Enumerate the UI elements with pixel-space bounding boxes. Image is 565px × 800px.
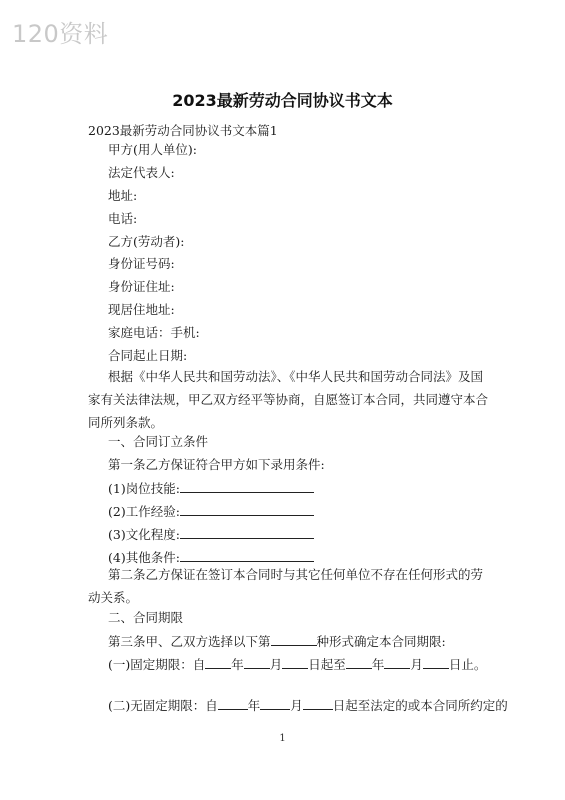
condition-skill	[108, 480, 314, 497]
field-address: 地址:	[108, 188, 138, 203]
section2-heading: 二、合同期限	[108, 610, 184, 625]
open-rest-label: 日起至法定的或本合同所约定的	[332, 698, 508, 713]
field-legal-rep: 法定代表人:	[108, 165, 175, 180]
fixed-start-day-blank	[282, 656, 308, 669]
fixed-term-label: (一)固定期限：自	[108, 657, 206, 672]
fixed-end-day-blank	[423, 656, 449, 669]
article-3-post: 种形式确定本合同期限:	[316, 634, 446, 649]
condition-experience-label: (2)工作经验:	[108, 504, 180, 519]
article-3-pre: 第三条甲、乙双方选择以下第	[108, 634, 271, 649]
fixed-start-year-blank	[205, 656, 231, 669]
condition-education-blank	[180, 526, 314, 539]
fixed-end-label: 日止。	[448, 657, 487, 672]
article-3-blank	[271, 633, 317, 646]
field-party-b: 乙方(劳动者):	[108, 234, 185, 249]
document-title: 2023最新劳动合同协议书文本	[172, 91, 393, 110]
watermark: 120资料	[12, 20, 109, 48]
field-party-a: 甲方(用人单位):	[108, 142, 197, 157]
fixed-from-label: 日起至	[308, 657, 346, 672]
open-month-label: 月	[290, 698, 303, 713]
condition-other-label: (4)其他条件:	[108, 550, 180, 565]
open-year-label: 年	[247, 698, 261, 713]
field-id-address: 身份证住址:	[108, 279, 175, 294]
field-contract-dates: 合同起止日期:	[108, 348, 188, 363]
fixed-start-month-blank	[244, 656, 270, 669]
page-number: 1	[279, 733, 286, 744]
open-month-blank	[260, 697, 290, 710]
fixed-end-year-blank	[346, 656, 372, 669]
field-current-address: 现居住地址:	[108, 302, 175, 317]
intro-paragraph: 根据《中华人民共和国劳动法》、《中华人民共和国劳动合同法》及国家有关法律法规，甲乙双方经平等协商，自愿签订本合同，共同遵守本合同所列条款。	[88, 369, 489, 430]
document-subtitle: 2023最新劳动合同协议书文本篇1	[88, 123, 278, 138]
field-id-number: 身份证号码:	[108, 256, 175, 271]
fixed-year-label: 年	[231, 657, 244, 672]
fixed-term-line	[108, 656, 486, 673]
section1-heading: 一、合同订立条件	[108, 434, 209, 449]
open-year-blank	[218, 697, 248, 710]
condition-other-blank	[180, 549, 314, 562]
open-term-label: (二)无固定期限：自	[108, 698, 218, 713]
article-1: 第一条乙方保证符合甲方如下录用条件:	[108, 457, 325, 472]
condition-experience	[108, 503, 314, 520]
field-phone: 电话:	[108, 211, 138, 226]
open-term-line	[108, 697, 508, 714]
fixed-month-label: 月	[269, 657, 283, 672]
article-2: 第二条乙方保证在签订本合同时与其它任何单位不存在任何形式的劳动关系。	[88, 567, 484, 605]
open-day-blank	[303, 697, 333, 710]
fixed-end-year-label: 年	[371, 657, 385, 672]
field-home-phone: 家庭电话：手机:	[108, 325, 200, 340]
article-3	[108, 633, 446, 650]
condition-education-label: (3)文化程度:	[108, 527, 180, 542]
condition-skill-label: (1)岗位技能:	[108, 481, 180, 496]
fixed-end-month-label: 月	[410, 657, 423, 672]
condition-experience-blank	[180, 503, 314, 516]
condition-skill-blank	[180, 480, 314, 493]
fixed-end-month-blank	[384, 656, 410, 669]
condition-education	[108, 526, 314, 543]
